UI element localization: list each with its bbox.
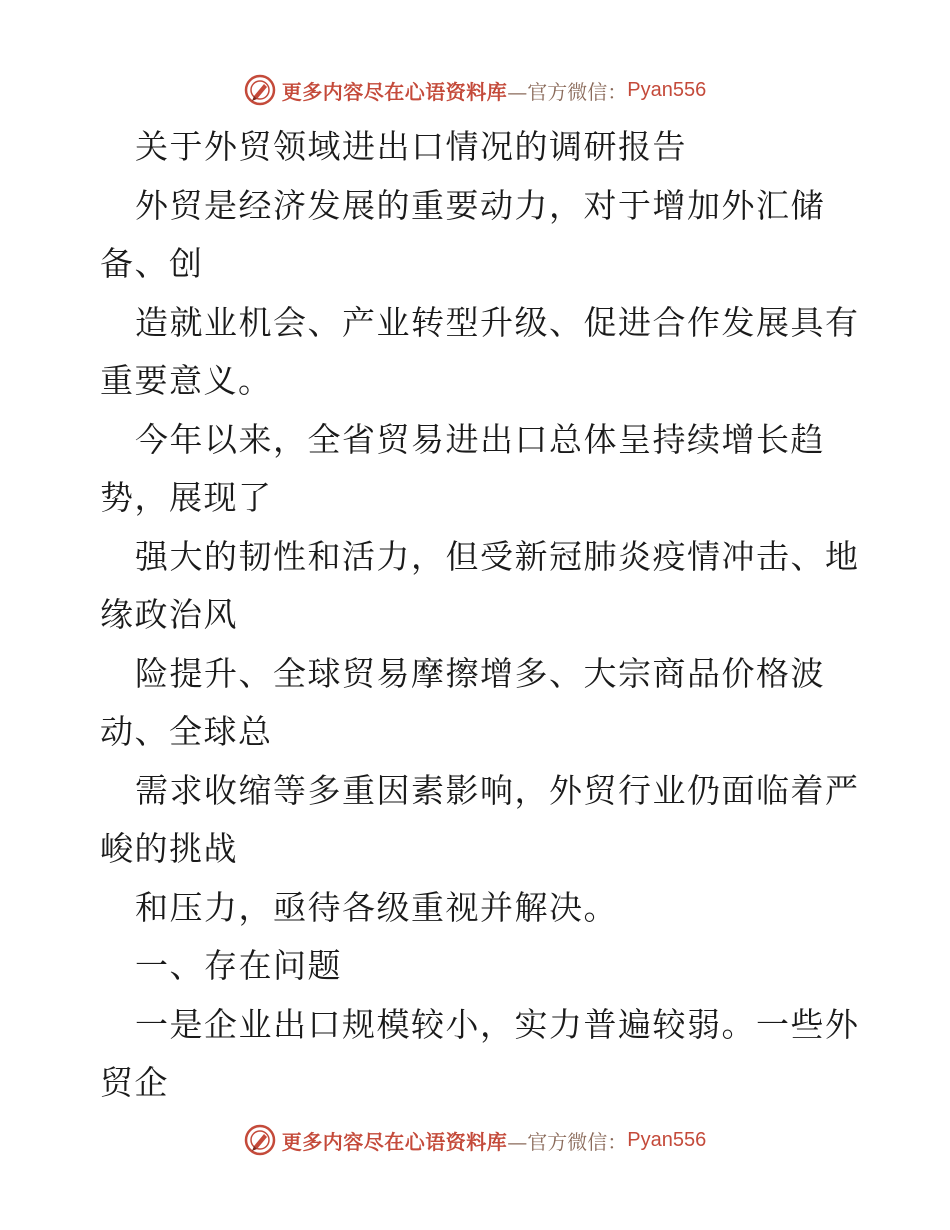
paragraph-line: 和压力，亟待各级重视并解决。 (135, 887, 618, 927)
header-banner (0, 70, 950, 110)
paragraph-line: 外贸是经济发展的重要动力，对于增加外汇储 (135, 185, 825, 225)
paragraph-line: 动、全球总 (100, 712, 273, 751)
paragraph-line: 重要意义。 (100, 361, 273, 400)
paragraph-line: 势，展现了 (100, 478, 273, 517)
footer-banner (0, 1120, 950, 1160)
paragraph-line: 一是企业出口规模较小，实力普遍较弱。一些外 (135, 1004, 860, 1044)
paragraph-line: 贸企 (100, 1063, 169, 1102)
paragraph-line: 缘政治风 (100, 595, 238, 634)
banner-title: 更多内容尽在心语资料库 (281, 79, 508, 104)
document-body (100, 118, 860, 1113)
banner-wechat-id: Pyan556 (627, 78, 707, 101)
paragraph-line: 需求收缩等多重因素影响，外贸行业仍面临着严 (135, 770, 860, 810)
pen-logo-icon (244, 74, 276, 106)
paragraph-line: 备、创 (100, 244, 204, 283)
document-title: 关于外贸领域进出口情况的调研报告 (135, 127, 687, 166)
section-heading: 一、存在问题 (135, 946, 342, 985)
paragraph-line: 峻的挑战 (100, 829, 238, 868)
banner-subtitle: —官方微信： (507, 79, 628, 104)
paragraph-line: 今年以来，全省贸易进出口总体呈持续增长趋 (135, 419, 825, 459)
paragraph-line: 造就业机会、产业转型升级、促进合作发展具有 (135, 302, 860, 342)
pen-logo-icon (244, 1124, 276, 1156)
banner-subtitle: —官方微信： (507, 1129, 628, 1154)
banner-title: 更多内容尽在心语资料库 (281, 1129, 508, 1154)
paragraph-line: 险提升、全球贸易摩擦增多、大宗商品价格波 (135, 653, 825, 693)
banner-wechat-id: Pyan556 (627, 1128, 707, 1151)
paragraph-line: 强大的韧性和活力，但受新冠肺炎疫情冲击、地 (135, 536, 860, 576)
